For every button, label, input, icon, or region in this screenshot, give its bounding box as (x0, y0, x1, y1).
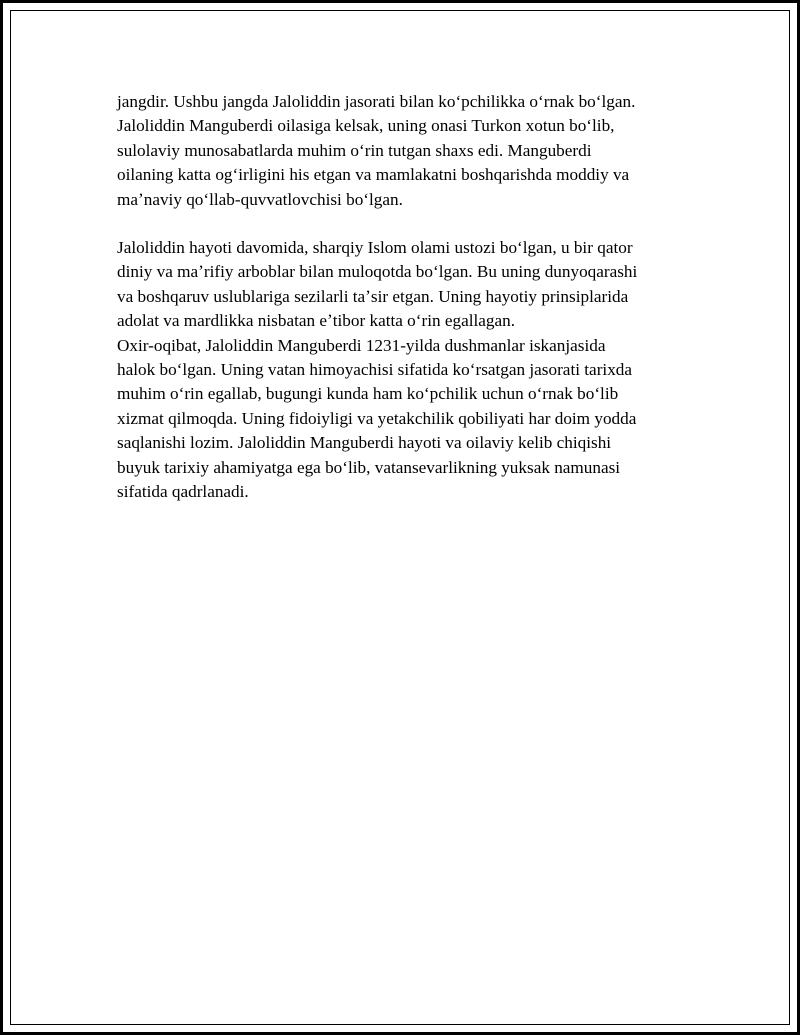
text-line: maʼnaviy qoʻllab-quvvatlovchisi boʻlgan. (117, 189, 403, 209)
document-body (117, 90, 677, 505)
paragraph-2 (117, 236, 677, 334)
text-line: Oxir-oqibat, Jaloliddin Manguberdi 1231-yilda dushmanlar iskanjasida (117, 335, 606, 355)
text-line: sifatida qadrlanadi. (117, 482, 249, 502)
text-line: sulolaviy munosabatlarda muhim oʻrin tutgan shaxs edi. Manguberdi (117, 140, 592, 160)
text-line: Jaloliddin Manguberdi oilasiga kelsak, uning onasi Turkon xotun boʻlib, (117, 116, 615, 136)
text-line: jangdir. Ushbu jangda Jaloliddin jasorati bilan koʻpchilikka oʻrnak boʻlgan. (117, 92, 636, 111)
text-line: halok boʻlgan. Uning vatan himoyachisi sifatida koʻrsatgan jasorati tarixda (117, 360, 633, 380)
text-line: xizmat qilmoqda. Uning fidoiyligi va yetakchilik qobiliyati har doim yodda (117, 408, 637, 428)
text-line: saqlanishi lozim. Jaloliddin Manguberdi hayoti va oilaviy kelib chiqishi (117, 433, 612, 453)
text-line: oilaning katta ogʻirligini his etgan va mamlakatni boshqarishda moddiy va (117, 165, 630, 185)
text-line: muhim oʻrin egallab, bugungi kunda ham koʻpchilik uchun oʻrnak boʻlib (117, 384, 619, 404)
text-line: buyuk tarixiy ahamiyatga ega boʻlib, vatansevarlikning yuksak namunasi (117, 457, 621, 477)
paragraph-3 (117, 334, 677, 505)
text-line: adolat va mardlikka nisbatan eʼtibor katta oʻrin egallagan. (117, 311, 516, 331)
text-line: Jaloliddin hayoti davomida, sharqiy Islom olami ustozi boʻlgan, u bir qator (117, 238, 633, 258)
paragraph-1 (117, 90, 677, 212)
paragraph-spacer (117, 212, 677, 236)
text-line: diniy va maʼrifiy arboblar bilan muloqotda boʻlgan. Bu uning dunyoqarashi (117, 262, 638, 282)
text-line: va boshqaruv uslublariga sezilarli taʼsir etgan. Uning hayotiy prinsiplarida (117, 286, 629, 306)
